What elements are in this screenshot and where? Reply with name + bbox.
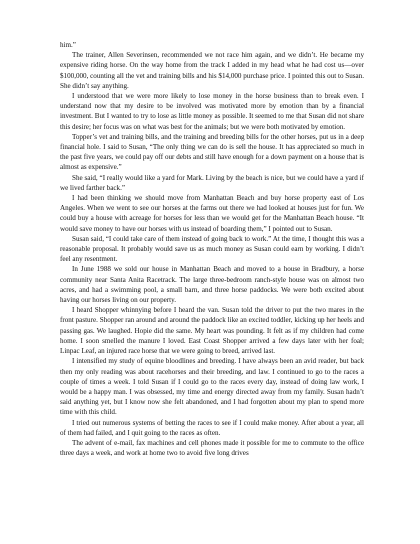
- book-page: [60, 40, 364, 458]
- paragraph: him.”: [60, 41, 76, 49]
- paragraph: I tried out numerous systems of betting the races to see if I could make money. After about a year, all of them had failed, and I quit going to the races as often.: [60, 418, 364, 437]
- paragraph: Susan said, “I could take care of them instead of going back to work.” At the time, I thought this was a reasonable proposal. It probably would save us as much money as Susan could earn by working. I didn’t feel any resentment.: [60, 234, 364, 264]
- paragraph: I had been thinking we should move from Manhattan Beach and buy horse property east of Los Angeles. When we went to see our horses at the farms out there we had looked at houses just for fun. We could buy a house with acreage for horses for less than we would get for the Manhattan Beach house. “It would save money to have our horses with us instead of boarding them,” I pointed out to Susan.: [60, 194, 364, 233]
- paragraph: In June 1988 we sold our house in Manhattan Beach and moved to a house in Bradbury, a horse community near Santa Anita Racetrack. The large three-bedroom ranch-style house was on almost two acres, and had a swimming pool, a small barn, and three horse paddocks. We were both excited about having our horses living on our property.: [60, 265, 364, 305]
- paragraph: I intensified my study of equine bloodlines and breeding. I have always been an avid reader, but back then my only reading was about racehorses and their breeding, and law. I continued to go to the races a couple of times a week. I told Susan if I could go to the races every day, instead of doing law work, I would be a happy man. I was obsessed, my time and energy directed away from my family. Susan hadn’t said anything yet, but I know now she felt abandoned, and I had forgotten about my plan to spend more time with this child.: [60, 357, 364, 417]
- paragraph: She said, “I really would like a yard for Mark. Living by the beach is nice, but we could have a yard if we lived farther back.”: [60, 173, 364, 192]
- paragraph: The advent of e-mail, fax machines and cell phones made it possible for me to commute to the office three days a week, and work at home two to avoid five long drives: [60, 438, 364, 458]
- paragraph: Topper’s vet and training bills, and the training and breeding bills for the other horses, put us in a deep financial hole. I said to Susan, “The only thing we can do is sell the house. It has appreciated so much in the past five years, we could pay off our debts and still have enough for a down payment on a house that is almost as expensive.”: [60, 132, 364, 172]
- paragraph: I heard Shopper whinnying before I heard the van. Susan told the driver to put the two mares in the front pasture. Shopper ran around and around the paddock like an excited toddler, kicking up her heels and passing gas. We laughed. Hopie did the same. My heart was pounding. It felt as if my children had come home. I soon smelled the manure I loved. East Coast Shopper arrived a few days later with her foal; Linpac Leaf, an injured race horse that we were going to breed, arrived last.: [60, 306, 364, 356]
- paragraph: The trainer, Allen Severinsen, recommended we not race him again, and we didn’t. He became my expensive riding horse. On the way home from the track I added in my head what he had cost us—over $100,000, counting all the vet and training bills and his $14,000 purchase price. I pointed this out to Susan. She didn’t say anything.: [60, 51, 364, 90]
- paragraph: I understood that we were more likely to lose money in the horse business than to break even. I understand now that my desire to be involved was motivated more by emotion than by a financial investment. But I wanted to try to lose as little money as possible. It seemed to me that Susan did not share this desire; her focus was on what was best for the animals; but we were both motivated by emotion.: [60, 92, 364, 131]
